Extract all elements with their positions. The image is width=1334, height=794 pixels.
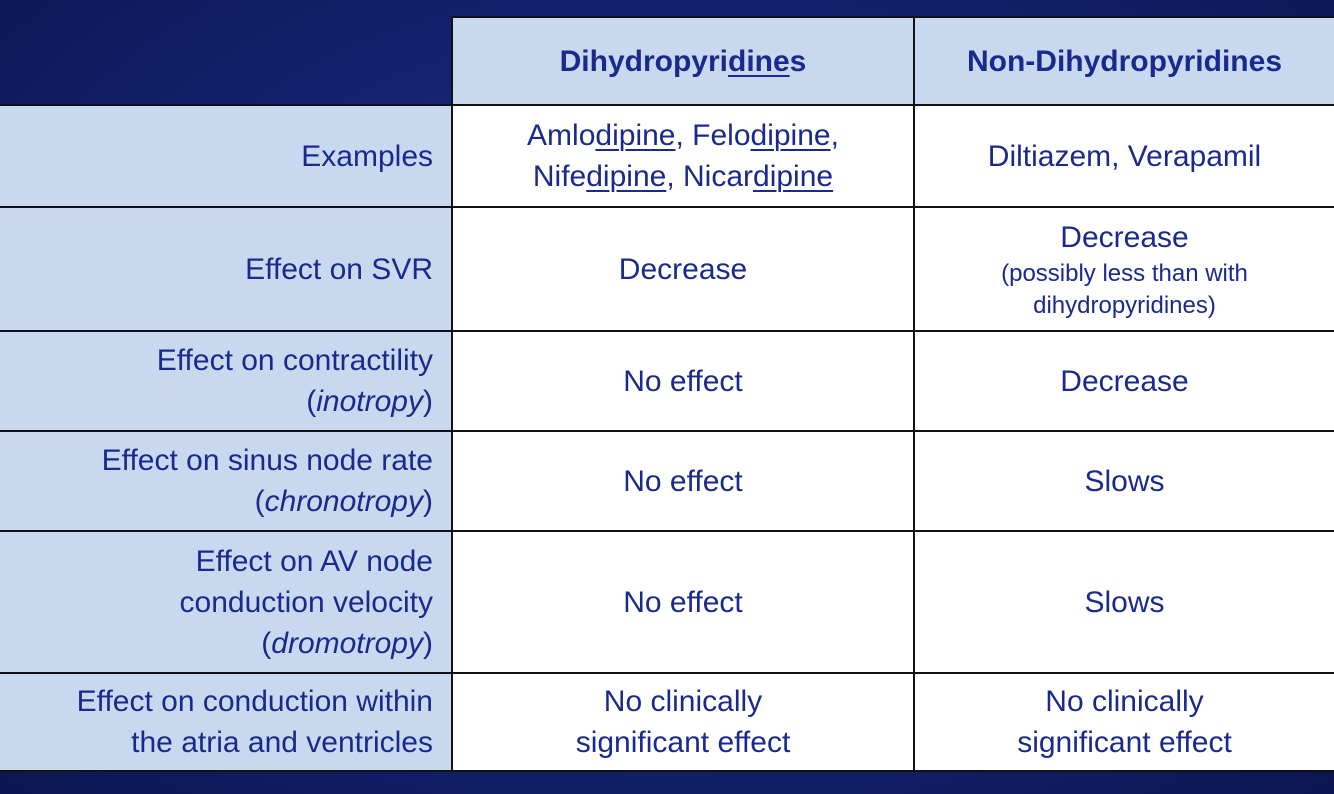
row-label-conduction: Effect on conduction within the atria and ventricles xyxy=(0,673,452,771)
dhp-conduction-cell: No clinically significant effect xyxy=(452,673,914,771)
term-dromotropy: dromotropy xyxy=(271,626,423,660)
dhp-sinus-rate-cell: No effect xyxy=(452,431,914,531)
non-dhp-sinus-rate-cell: Slows xyxy=(914,431,1334,531)
row-label-svr: Effect on SVR xyxy=(0,207,452,331)
non-dhp-svr-value: Decrease xyxy=(1060,220,1189,254)
header-non-dihydropyridines: Non-Dihydropyridines xyxy=(914,17,1334,105)
non-dhp-contractility-cell: Decrease xyxy=(914,331,1334,431)
table-row-examples xyxy=(0,105,1334,207)
header-row xyxy=(0,17,1334,105)
row-label-examples: Examples xyxy=(0,105,452,207)
table-row-av-node xyxy=(0,531,1334,673)
table-row-sinus-rate xyxy=(0,431,1334,531)
example-amlodipine: Amlodipine, xyxy=(527,119,693,152)
dhp-svr-cell: Decrease xyxy=(452,207,914,331)
row-label-av-node: Effect on AV node conduction velocity (dromotropy) xyxy=(0,531,452,673)
example-nifedipine: Nifedipine, xyxy=(532,160,683,193)
non-dhp-av-node-cell: Slows xyxy=(914,531,1334,673)
comparison-table xyxy=(0,16,1334,772)
table-row-conduction xyxy=(0,673,1334,771)
term-chronotropy: chronotropy xyxy=(264,485,423,518)
dhp-av-node-cell: No effect xyxy=(452,531,914,673)
non-dhp-examples-cell: Diltiazem, Verapamil xyxy=(914,105,1334,207)
table-row-contractility xyxy=(0,331,1334,431)
row-label-sinus-rate: Effect on sinus node rate (chronotropy) xyxy=(0,431,452,531)
dhp-contractility-cell: No effect xyxy=(452,331,914,431)
header-dhp-underlined: dine xyxy=(728,44,790,78)
dhp-examples-cell xyxy=(452,105,914,207)
term-inotropy: inotropy xyxy=(316,385,423,418)
header-corner xyxy=(0,17,452,105)
table-row-svr xyxy=(0,207,1334,331)
row-label-contractility: Effect on contractility (inotropy) xyxy=(0,331,452,431)
header-dihydropyridines xyxy=(452,17,914,105)
header-dhp-prefix: Dihydropyri xyxy=(559,44,728,78)
example-nicardipine: Nicardipine xyxy=(683,160,834,193)
non-dhp-svr-cell xyxy=(914,207,1334,331)
non-dhp-conduction-cell: No clinically significant effect xyxy=(914,673,1334,771)
non-dhp-svr-note: (possibly less than with dihydropyridines) xyxy=(1001,259,1248,319)
header-dhp-suffix: s xyxy=(789,44,807,78)
example-felodipine: Felodipine, xyxy=(692,119,839,152)
